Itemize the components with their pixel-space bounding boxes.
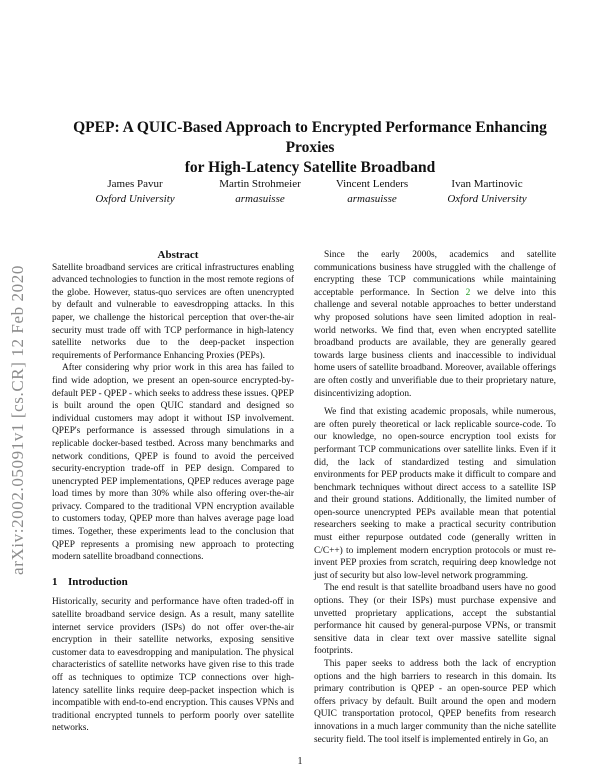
section-number: 1 [52, 575, 58, 588]
abstract-heading: Abstract [157, 249, 199, 261]
author-name: Ivan Martinovic [451, 178, 523, 190]
body-paragraph: This paper seeks to address both the lack of encryption options and the high barriers to research in this domain. Its primary contribution is QPEP - an open-source PEP which offers privacy by default. Built around the open and modern QUIC transportation protocol, QPEP benefits from research innovations in a much larger community than the niche satellite security field. The tool itself is implemented entirely in Go, an [314, 659, 556, 745]
author-affiliation: armasuisse [347, 193, 397, 205]
author-affiliation: Oxford University [447, 193, 527, 205]
abstract-paragraph: Satellite broadband services are critical infrastructures enabling advanced technologies to function in the most remote regions of the globe. However, status-quo services are often unencrypted by default and vulnerable to eavesdropping attacks. In this paper, we challenge the historical perception that over-the-air security must trade off with TCP performance in high-latency satellite networks due to the deep-packet inspection requirements of Performance Enhancing Proxies (PEPs). [52, 262, 294, 361]
body-text: we delve into this challenge and several notable approaches to better understand why proposed solutions have seen limited adoption in real-world networks. We find that, even when encrypted satellite broadband products are available, they are generally geared towards large business clients and inaccessible to individual home users of satellite broadband. Moreover, available offerings are often costly and unverifiable due to their proprietary nature, disincentivizing adoption. [314, 287, 556, 399]
author-affiliation: armasuisse [235, 193, 285, 205]
author-name: James Pavur [107, 178, 163, 190]
body-paragraph: Historically, security and performance have often traded-off in satellite broadband service design. As a result, many satellite internet service providers (ISPs) do not offer over-the-air encryption in their satellite networks, exposing sensitive customer data to eavesdropping and manipulation. The physical characteristics of satellite networks have given rise to this trade off as techniques to optimize TCP connections over high-latency satellite links require deep-packet inspection which is incompatible with end-to-end encryption. This causes VPNs and traditional encrypted tunnels to perform poorly over satellite networks. [52, 597, 294, 734]
paper-title-line-1: QPEP: A QUIC-Based Approach to Encrypted Performance Enhancing Proxies [73, 119, 547, 156]
paper-title-line-2: for High-Latency Satellite Broadband [184, 159, 436, 176]
body-paragraph [314, 249, 556, 400]
author-block [70, 177, 200, 207]
right-column [314, 249, 556, 746]
author-name: Vincent Lenders [335, 178, 409, 190]
author-block [307, 177, 437, 207]
body-paragraph: The end result is that satellite broadband users have no good options. They (or their ISPs) must purchase expensive and unvetted proprietary applications, accept the substantial performance hit caused by general-purpose VPNs, or transmit sensitive data in clear text over massive satellite signal footprints. [314, 583, 556, 657]
paper-title [50, 118, 570, 178]
section-reference-link[interactable]: 2 [465, 287, 471, 298]
author-affiliation: Oxford University [95, 193, 175, 205]
section-title: Introduction [68, 575, 128, 588]
page-number: 1 [297, 756, 303, 767]
body-paragraph: We find that existing academic proposals, while numerous, are often purely theoretical or lack replicable source-code. To our knowledge, no open-source encryption tool exists for performant TCP communications over satellite links. Even if it did, the lack of standardized testing and simulation environments for PEP products make it difficult to compare and benchmark techniques without direct access to a satellite ISP and their ground stations. Additionally, the limited number of open-source unencrypted PEPs available mean that potential researchers seeking to make a practical security contribution must either repurpose outdated code (generally written in C/C++) to implement modern encryption protocols or must re-invent PEP proxies from scratch, requiring deep knowledge not just of security but also low-level network programming. [314, 407, 556, 581]
body-text: Since the early 2000s, academics and satellite communications business have struggled with the challenge of encrypting these TCP communications while maintaining acceptable performance. In Section [314, 250, 556, 298]
left-column [52, 249, 294, 735]
arxiv-identifier-margin [0, 200, 36, 640]
author-block [195, 177, 325, 207]
section-heading-introduction [52, 576, 294, 589]
author-block [422, 177, 552, 207]
author-name: Martin Strohmeier [219, 178, 301, 190]
arxiv-identifier: arXiv:2002.05091v1 [cs.CR] 12 Feb 2020 [8, 265, 27, 575]
abstract-paragraph: After considering why prior work in this area has failed to find wide adoption, we present an open-source encrypted-by-default PEP - QPEP - which seeks to address these issues. QPEP is built around the open QUIC standard and designed so individual customers may adopt it without ISP involvement. QPEP's performance is assessed through simulations in a replicable docker-based testbed. Across many benchmarks and network conditions, QPEP is found to avoid the perceived security-encryption trade-off in PEP design. Compared to unencrypted PEP implementations, QPEP reduces average page load times by more than 30% while also offering over-the-air privacy. Compared to the traditional VPN encryption available to customers today, QPEP more than halves average page load times. Together, these experiments lead to the conclusion that QPEP represents a promising new approach to protecting modern satellite broadband connections. [52, 363, 294, 563]
